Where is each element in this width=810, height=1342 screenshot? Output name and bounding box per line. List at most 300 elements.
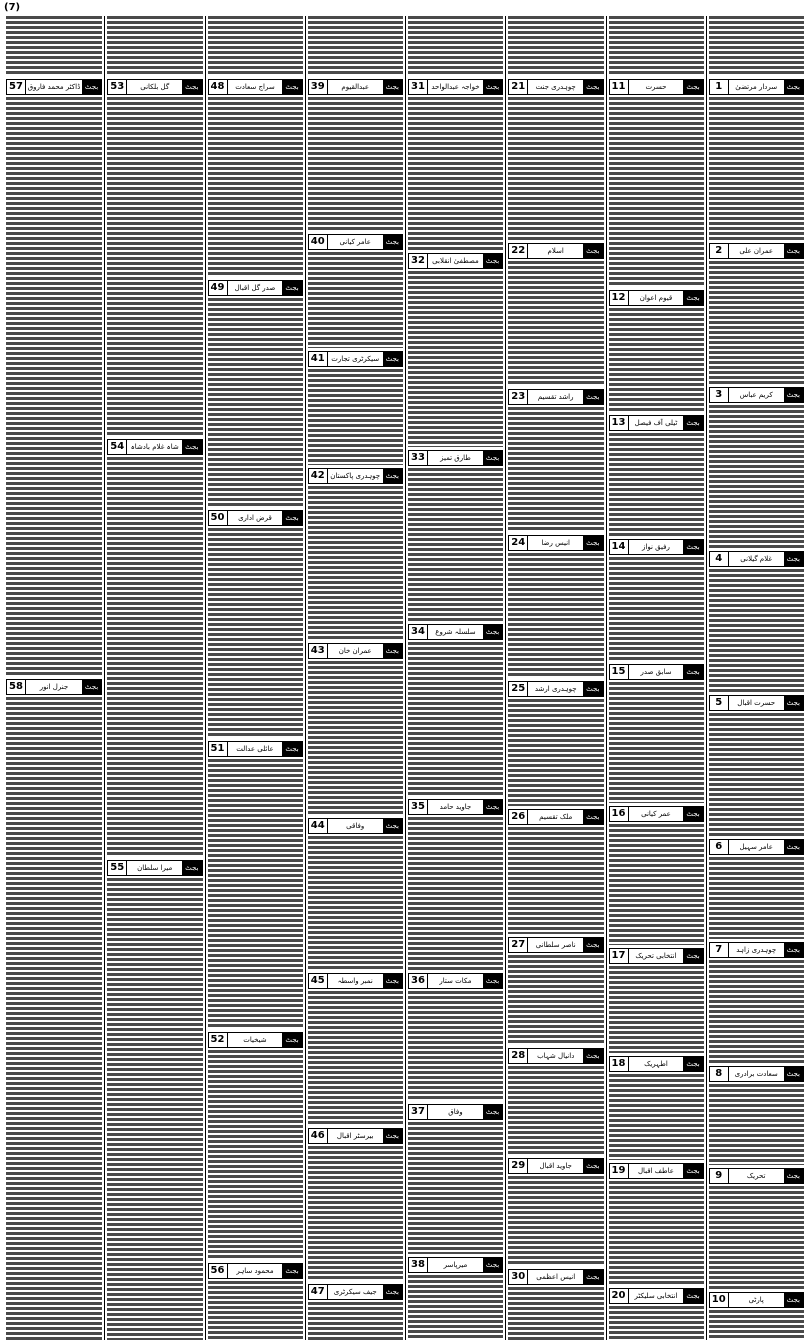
entry-name: سراج سعادت (235, 83, 275, 91)
entry-body-text (609, 824, 704, 945)
entry-number: 17 (610, 949, 629, 963)
entry-tag-label: بجٹ (483, 974, 502, 988)
entry-tag-label: بجٹ (784, 388, 803, 402)
entry-number: 3 (710, 388, 729, 402)
entry-tag-label: بجٹ (383, 974, 402, 988)
entry-name: انیس اعظمی (536, 1273, 576, 1281)
candidate-entry (508, 806, 603, 934)
entry-tag-label: بجٹ (583, 938, 602, 952)
candidate-entry (709, 939, 804, 1062)
column-lead-text (107, 16, 202, 76)
candidate-entry (308, 815, 403, 970)
entry-name: شیخیات (243, 1035, 267, 1044)
entry-name: انتخابی تحریک (635, 952, 677, 960)
entry-body-text (709, 713, 804, 836)
entry-tag-label: بجٹ (784, 1169, 803, 1183)
entry-body-text (107, 97, 202, 436)
entry-name: میرا سلطان (137, 863, 173, 872)
entry-name: جنرل انور (39, 682, 69, 691)
candidate-entry (609, 287, 704, 411)
column-lead-text (709, 16, 804, 76)
entry-tag-label: بجٹ (784, 552, 803, 566)
entry-header (709, 695, 804, 711)
entry-header (208, 1032, 303, 1048)
entry-header (6, 679, 102, 695)
entry-body-text (308, 991, 403, 1125)
entry-number: 24 (509, 536, 528, 550)
entry-body-text (408, 97, 503, 250)
entry-number: 37 (409, 1105, 428, 1119)
entry-header (508, 937, 603, 953)
entry-body-text (508, 699, 603, 806)
entry-number: 42 (309, 469, 328, 483)
entry-name: عاطف اقبال (637, 1167, 674, 1176)
entry-header (609, 79, 704, 95)
candidate-entry (6, 76, 102, 676)
entry-header (6, 79, 102, 95)
entry-header (408, 1104, 503, 1120)
entry-tag-label: بجٹ (182, 861, 201, 875)
entry-header (709, 839, 804, 855)
entry-tag-label: بجٹ (383, 469, 402, 483)
entry-number: 20 (610, 1289, 629, 1303)
entry-header (107, 79, 202, 95)
entry-number: 26 (509, 810, 528, 824)
entry-number: 10 (710, 1293, 729, 1307)
entry-name: عامر کیانی (339, 238, 371, 247)
entry-name: جیف سیکرٹری (333, 1287, 377, 1296)
entry-header (508, 809, 603, 825)
candidate-entry (709, 384, 804, 548)
entry-number: 21 (509, 80, 528, 94)
entry-body-text (508, 1066, 603, 1156)
entry-tag-label: بجٹ (483, 625, 502, 639)
entry-body-text (709, 405, 804, 548)
entry-tag-label: بجٹ (583, 244, 602, 258)
entry-name: جاوید حامد (439, 802, 472, 811)
entry-body-text (508, 955, 603, 1045)
entry-tag-label: بجٹ (282, 1264, 301, 1278)
entry-body-text (408, 817, 503, 970)
entry-name: محمود ساہر (236, 1266, 274, 1275)
entry-tag-label: بجٹ (784, 696, 803, 710)
entry-name: ڈاکٹر محمد فاروق (27, 83, 81, 91)
entry-tag-label: بجٹ (683, 665, 702, 679)
entry-header (609, 806, 704, 822)
candidate-entry (308, 1281, 403, 1340)
entry-body-text (408, 271, 503, 446)
entry-body-text (709, 857, 804, 939)
entry-header (609, 664, 704, 680)
candidate-entry (208, 76, 303, 277)
entry-name: سیکرٹری تجارت (331, 354, 380, 363)
entry-number: 22 (509, 244, 528, 258)
candidate-entry (208, 1260, 303, 1340)
entry-name: چوہدری زاہد (736, 946, 777, 955)
entry-header (709, 551, 804, 567)
candidate-entry (107, 76, 202, 436)
entry-name: میرپاسر (443, 1260, 468, 1269)
column-lead-text (408, 16, 503, 76)
entry-body-text (308, 252, 403, 348)
candidate-entry (408, 970, 503, 1101)
entry-number: 32 (409, 254, 428, 268)
candidate-entry (609, 945, 704, 1053)
candidate-entry (408, 796, 503, 970)
page-number: (7) (4, 2, 21, 13)
entry-tag-label: بجٹ (483, 800, 502, 814)
entry-number: 13 (610, 416, 629, 430)
entry-header (508, 1158, 603, 1174)
entry-tag-label: بجٹ (683, 80, 702, 94)
entry-header (408, 450, 503, 466)
entry-number: 23 (509, 390, 528, 404)
entry-number: 5 (710, 696, 729, 710)
entry-header (609, 290, 704, 306)
entry-number: 29 (509, 1159, 528, 1173)
entry-number: 12 (610, 291, 629, 305)
entry-tag-label: بجٹ (683, 291, 702, 305)
entry-body-text (208, 759, 303, 1029)
candidate-entry (308, 1125, 403, 1280)
entry-header (408, 973, 503, 989)
entry-body-text (709, 960, 804, 1062)
entry-body-text (308, 1302, 403, 1340)
entry-name: خواجہ عبدالواحد (431, 83, 480, 91)
entry-tag-label: بجٹ (483, 254, 502, 268)
candidate-entry (609, 412, 704, 536)
entry-body-text (709, 97, 804, 240)
entry-body-text (508, 407, 603, 532)
entry-number: 7 (710, 943, 729, 957)
entry-name: مکات ستار (439, 977, 472, 986)
entry-tag-label: بجٹ (383, 1285, 402, 1299)
entry-header (208, 79, 303, 95)
entry-name: انیس رضا (541, 538, 571, 547)
entry-tag-label: بجٹ (82, 680, 101, 694)
entry-body-text (508, 553, 603, 678)
entry-header (308, 468, 403, 484)
entry-name: چوہدری ارشد (534, 684, 577, 693)
entry-header (609, 1163, 704, 1179)
entry-header (308, 351, 403, 367)
candidate-entry (408, 1254, 503, 1340)
candidate-entry (709, 548, 804, 692)
entry-tag-label: بجٹ (784, 1293, 803, 1307)
entry-tag-label: بجٹ (683, 540, 702, 554)
entry-body-text (508, 827, 603, 934)
entry-tag-label: بجٹ (583, 810, 602, 824)
entry-number: 15 (610, 665, 629, 679)
candidate-entry (508, 532, 603, 678)
news-column (4, 16, 104, 1340)
candidate-entry (208, 1029, 303, 1260)
entry-tag-label: بجٹ (282, 281, 301, 295)
entry-name: قرض اداری (238, 514, 272, 523)
entry-body-text (709, 1310, 804, 1340)
entry-name: جاوید اقبال (539, 1162, 572, 1171)
entry-body-text (107, 878, 202, 1340)
entry-tag-label: بجٹ (483, 1258, 502, 1272)
candidate-entry (408, 76, 503, 250)
news-column (104, 16, 204, 1340)
entry-header (208, 280, 303, 296)
entry-name: غلام گیلانی (740, 555, 773, 564)
candidate-entry (709, 1165, 804, 1288)
entry-tag-label: بجٹ (182, 80, 201, 94)
candidate-entry (308, 640, 403, 815)
entry-number: 4 (710, 552, 729, 566)
entry-name: اسلام (547, 246, 564, 255)
entry-header (107, 439, 202, 455)
entry-body-text (709, 261, 804, 384)
entry-name: ملک تقسیم (539, 813, 573, 822)
entry-name: پارٹی (748, 1295, 764, 1304)
entry-number: 36 (409, 974, 428, 988)
candidate-entry (208, 738, 303, 1029)
entry-header (408, 79, 503, 95)
candidate-entry (408, 1101, 503, 1254)
candidate-entry (508, 76, 603, 240)
entry-header (709, 387, 804, 403)
entry-name: عائلی عدالت (236, 744, 274, 753)
entry-name: نمبر واسطہ (337, 977, 373, 986)
entry-header (107, 860, 202, 876)
entry-number: 51 (209, 742, 228, 756)
candidate-entry (609, 661, 704, 803)
candidate-entry (508, 678, 603, 806)
entry-name: مصطفیٰ انقلابی (432, 257, 479, 266)
candidate-entry (609, 1053, 704, 1161)
entry-tag-label: بجٹ (683, 416, 702, 430)
entry-header (709, 1066, 804, 1082)
entry-number: 38 (409, 1258, 428, 1272)
entry-number: 18 (610, 1057, 629, 1071)
candidate-entry (609, 76, 704, 287)
entry-body-text (508, 261, 603, 386)
entry-body-text (308, 1146, 403, 1280)
entry-number: 58 (7, 680, 26, 694)
entry-number: 57 (7, 80, 26, 94)
candidate-entry (107, 436, 202, 857)
entry-name: سلسلہ شروع (435, 628, 476, 637)
entry-number: 48 (209, 80, 228, 94)
entry-name: صدر گل اقبال (234, 283, 276, 292)
entry-body-text (308, 369, 403, 465)
news-column (305, 16, 405, 1340)
column-lead-text (208, 16, 303, 76)
entry-name: رفیق نواز (642, 543, 670, 552)
entry-header (308, 1284, 403, 1300)
entry-body-text (408, 468, 503, 621)
entry-body-text (609, 1306, 704, 1340)
entry-tag-label: بجٹ (784, 1067, 803, 1081)
entry-name: بیرسٹر اقبال (336, 1132, 374, 1141)
entry-name: راشد تقسیم (537, 392, 574, 401)
entry-tag-label: بجٹ (383, 80, 402, 94)
entry-name: سابق صدر (640, 667, 672, 676)
entry-name: عامر سہیل (739, 843, 773, 852)
entry-body-text (609, 966, 704, 1053)
entry-tag-label: بجٹ (483, 451, 502, 465)
entry-header (609, 1056, 704, 1072)
candidate-entry (709, 76, 804, 240)
candidate-entry (408, 447, 503, 621)
entry-header (408, 624, 503, 640)
entry-name: حسرت اقبال (737, 699, 776, 708)
entry-tag-label: بجٹ (383, 819, 402, 833)
entry-header (709, 1292, 804, 1308)
entry-number: 19 (610, 1164, 629, 1178)
candidate-entry (508, 240, 603, 386)
entry-body-text (208, 97, 303, 277)
entry-number: 50 (209, 511, 228, 525)
entry-body-text (208, 1281, 303, 1340)
entry-header (508, 1048, 603, 1064)
entry-header (709, 1168, 804, 1184)
entry-tag-label: بجٹ (583, 1049, 602, 1063)
entry-header (609, 948, 704, 964)
candidate-entry (6, 676, 102, 1340)
entry-body-text (609, 682, 704, 803)
entry-header (709, 243, 804, 259)
entry-header (609, 539, 704, 555)
entry-tag-label: بجٹ (383, 1129, 402, 1143)
entry-number: 11 (610, 80, 629, 94)
entry-number: 46 (309, 1129, 328, 1143)
candidate-entry (208, 507, 303, 738)
candidate-entry (308, 348, 403, 465)
entry-body-text (208, 298, 303, 508)
entry-header (508, 681, 603, 697)
candidate-entry (308, 970, 403, 1125)
entry-header (308, 1128, 403, 1144)
entry-header (408, 799, 503, 815)
entry-tag-label: بجٹ (282, 511, 301, 525)
entry-tag-label: بجٹ (383, 352, 402, 366)
entry-tag-label: بجٹ (683, 807, 702, 821)
entry-body-text (709, 1186, 804, 1288)
entry-header (508, 535, 603, 551)
entry-number: 25 (509, 682, 528, 696)
entry-name: گل بلکانی (140, 83, 170, 91)
entry-header (308, 818, 403, 834)
candidate-entry (308, 465, 403, 640)
entry-header (609, 415, 704, 431)
entry-header (308, 79, 403, 95)
entry-header (709, 942, 804, 958)
entry-number: 2 (710, 244, 729, 258)
entry-name: عمران علی (739, 246, 774, 255)
entry-number: 47 (309, 1285, 328, 1299)
entry-body-text (308, 661, 403, 815)
candidate-entry (408, 621, 503, 795)
entry-header (508, 1269, 603, 1285)
entry-name: ٹیلی آف فیصل (634, 418, 678, 427)
candidate-entry (709, 1063, 804, 1166)
entry-name: عبدالقیوم (341, 83, 370, 91)
news-column (205, 16, 305, 1340)
entry-header (609, 1288, 704, 1304)
candidate-entry (609, 1160, 704, 1284)
entry-name: وفاق (448, 1108, 463, 1117)
news-column (405, 16, 505, 1340)
entry-body-text (6, 97, 102, 676)
news-column (505, 16, 605, 1340)
entry-number: 49 (209, 281, 228, 295)
entry-name: عمر کیانی (641, 809, 671, 818)
entry-body-text (508, 1176, 603, 1266)
entry-number: 35 (409, 800, 428, 814)
candidate-entry (508, 934, 603, 1045)
entry-name: دانیال شہاب (537, 1051, 575, 1060)
candidate-entry (308, 76, 403, 231)
entry-name: کریم عباس (739, 391, 773, 400)
entry-name: تحریک (746, 1172, 766, 1181)
entry-body-text (609, 433, 704, 536)
entry-tag-label: بجٹ (282, 742, 301, 756)
entry-body-text (609, 557, 704, 660)
entry-body-text (308, 486, 403, 640)
entry-name: چوہدری جنت (535, 83, 576, 91)
entry-name: سردار مرتضیٰ (735, 83, 778, 91)
entry-name: وفاقی (346, 821, 365, 830)
entry-body-text (609, 1181, 704, 1284)
entry-tag-label: بجٹ (683, 1164, 702, 1178)
entry-number: 34 (409, 625, 428, 639)
entry-name: انتخابی سلیکٹر (634, 1291, 678, 1300)
entry-tag-label: بجٹ (784, 244, 803, 258)
news-column (606, 16, 706, 1340)
entry-header (508, 389, 603, 405)
candidate-entry (609, 1285, 704, 1340)
entry-number: 1 (710, 80, 729, 94)
candidate-entry (709, 692, 804, 836)
entry-name: حسرت (645, 83, 667, 91)
entry-tag-label: بجٹ (683, 1057, 702, 1071)
news-column (706, 16, 806, 1340)
entry-name: طارق تمیز (440, 453, 471, 462)
entry-tag-label: بجٹ (784, 80, 803, 94)
entry-header (308, 234, 403, 250)
entry-number: 43 (309, 644, 328, 658)
candidate-entry (609, 536, 704, 660)
candidate-entry (208, 277, 303, 508)
entry-tag-label: بجٹ (282, 1033, 301, 1047)
candidate-entry (709, 836, 804, 939)
entry-number: 45 (309, 974, 328, 988)
entry-number: 14 (610, 540, 629, 554)
entry-tag-label: بجٹ (383, 644, 402, 658)
entry-name: ناصر سلطانی (535, 941, 576, 950)
candidate-entry (508, 1266, 603, 1340)
entry-number: 16 (610, 807, 629, 821)
entry-body-text (709, 1084, 804, 1166)
entry-body-text (308, 836, 403, 970)
entry-number: 41 (309, 352, 328, 366)
entry-header (508, 79, 603, 95)
entry-tag-label: بجٹ (583, 682, 602, 696)
entry-body-text (408, 642, 503, 795)
entry-number: 9 (710, 1169, 729, 1183)
entry-header (208, 741, 303, 757)
entry-tag-label: بجٹ (282, 80, 301, 94)
entry-tag-label: بجٹ (82, 80, 101, 94)
entry-body-text (107, 457, 202, 857)
entry-number: 33 (409, 451, 428, 465)
entry-tag-label: بجٹ (483, 1105, 502, 1119)
column-lead-text (508, 16, 603, 76)
